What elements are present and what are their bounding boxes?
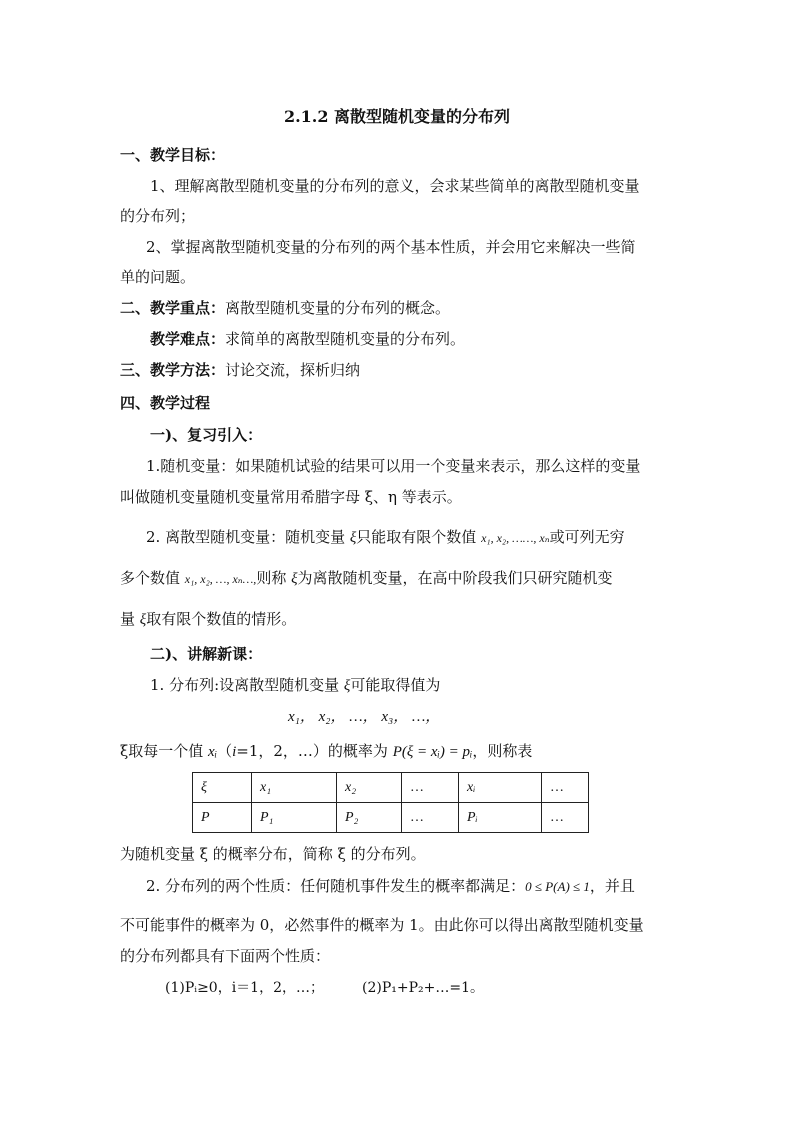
probability-range-formula: 0 ≤ P(A) ≤ 1 <box>525 879 590 894</box>
table-cell: … <box>402 773 459 803</box>
property-2: (2)P₁+P₂+…=1。 <box>362 980 484 996</box>
table-row-probabilities <box>193 803 589 833</box>
review-p2-text-g: 量 <box>120 610 140 628</box>
xi-value-symbol: xᵢ <box>208 744 218 760</box>
properties-text-a: 2. 分布列的两个性质：任何随机事件发生的概率都满足： <box>146 877 526 895</box>
goal-2-line-1: 2、掌握离散型随机变量的分布列的两个基本性质，并会用它来解决一些简 <box>146 238 636 256</box>
review-p2-text-e: 则称 <box>256 569 292 587</box>
page-title: 2.1.2 离散型随机变量的分布列 <box>283 107 511 126</box>
values-line: x₁， x₂， …， x₃， …， <box>288 709 441 725</box>
xi-symbol: ξ <box>291 571 298 587</box>
value-sequence-infinite: x₁, x₂, …, xₙ…, <box>184 572 257 586</box>
probability-definition-line <box>120 741 532 762</box>
table-cell: P₁ <box>252 803 337 833</box>
definition-text-b: 可能取得值为 <box>350 676 441 694</box>
table-cell: xᵢ <box>459 773 542 803</box>
table-cell: P <box>193 803 252 833</box>
table-cell: x₂ <box>337 773 402 803</box>
section-heading-key-points: 二、教学重点： <box>120 299 226 317</box>
property-1: (1)Pᵢ≥0，i＝1，2，…； <box>165 980 324 996</box>
key-point-text: 离散型随机变量的分布列的概念。 <box>225 299 451 317</box>
new-lesson-heading: 二)、讲解新课： <box>150 645 263 663</box>
review-p2-text-f: 为离散随机变量，在高中阶段我们只研究随机变 <box>297 569 613 587</box>
review-p2-line-3 <box>120 609 296 630</box>
review-p2-text-b: 只能取有限个数值 <box>356 528 482 546</box>
table-cell: P₂ <box>337 803 402 833</box>
section-heading-process: 四、教学过程 <box>120 394 211 412</box>
section-heading-methods: 三、教学方法： <box>120 361 226 379</box>
definition-text-a: 1. 分布列:设离散型随机变量 <box>150 676 344 694</box>
method-line <box>120 360 360 380</box>
difficulty-heading: 教学难点： <box>150 330 226 348</box>
table-row-values <box>193 773 589 803</box>
properties-line-3: 的分布列都具有下面两个性质： <box>120 947 331 965</box>
review-p1-line-2: 叫做随机变量随机变量常用希腊字母 ξ、η 等表示。 <box>120 488 462 506</box>
review-p2-text-a: 2. 离散型随机变量：随机变量 <box>146 528 350 546</box>
difficulty-text: 求简单的离散型随机变量的分布列。 <box>225 330 466 348</box>
section-heading-goals: 一、教学目标： <box>120 146 226 164</box>
goal-1-line-1: 1、理解离散型随机变量的分布列的意义，会求某些简单的离散型随机变量 <box>150 177 640 195</box>
prob-text-d: ，则称表 <box>472 742 533 760</box>
index-symbol: i <box>232 744 237 760</box>
prob-text-c: =1，2，…）的概率为 <box>236 742 393 760</box>
distribution-table <box>192 772 589 833</box>
prob-text-a: ξ取每一个值 <box>120 742 209 760</box>
review-heading: 一)、复习引入： <box>150 426 263 444</box>
goal-1-line-2: 的分布列； <box>120 207 196 225</box>
review-p1-line-1: 1.随机变量：如果随机试验的结果可以用一个变量来表示，那么这样的变量 <box>146 457 641 475</box>
method-text: 讨论交流，探析归纳 <box>225 361 361 379</box>
difficulty-line <box>150 329 465 349</box>
xi-symbol: ξ <box>139 612 147 628</box>
review-p2-text-h: 取有限个数值的情形。 <box>146 610 297 628</box>
table-cell: Pᵢ <box>459 803 542 833</box>
value-sequence-finite: x₁, x₂, ……, xₙ <box>481 531 550 545</box>
review-p2-text-c: 或可列无穷 <box>549 528 625 546</box>
table-cell: … <box>542 803 589 833</box>
goal-2-line-2: 单的问题。 <box>120 268 196 286</box>
distribution-definition-line <box>150 675 440 696</box>
table-cell: x₁ <box>252 773 337 803</box>
key-point-line <box>120 298 450 318</box>
distribution-name-line: 为随机变量 ξ 的概率分布，简称 ξ 的分布列。 <box>120 845 426 863</box>
review-p2-line-2 <box>120 568 613 589</box>
properties-line-2: 不可能事件的概率为 0，必然事件的概率为 1。由此你可以得出离散型随机变量 <box>120 916 644 934</box>
properties-line-1 <box>146 876 635 897</box>
xi-symbol: ξ <box>343 678 351 694</box>
table-cell: ξ <box>193 773 252 803</box>
review-p2-line-1 <box>146 527 625 548</box>
table-cell: … <box>542 773 589 803</box>
probability-formula: P(ξ = xᵢ) = pᵢ <box>392 744 473 760</box>
xi-symbol: ξ <box>349 530 357 546</box>
prob-text-b: （ <box>217 742 233 760</box>
review-p2-text-d: 多个数值 <box>120 569 185 587</box>
table-cell: … <box>402 803 459 833</box>
properties-text-b: ，并且 <box>589 877 635 895</box>
